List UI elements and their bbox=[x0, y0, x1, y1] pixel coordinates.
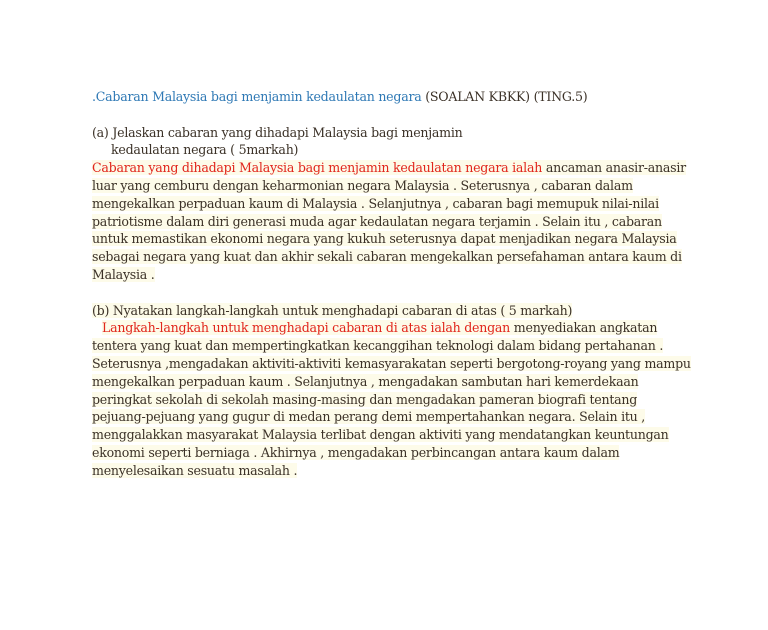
question-b-line-1: (b) Nyatakan langkah-langkah untuk menghadapi cabaran di atas ( 5 markah) bbox=[92, 302, 573, 318]
answer-b-line: ekonomi seperti berniaga . Akhirnya , mengadakan perbincangan antara kaum dalam bbox=[92, 444, 620, 460]
question-a-line-2: kedaulatan negara ( 5markah) bbox=[111, 142, 299, 158]
answer-b-line: menggalakkan masyarakat Malaysia terlibat dengan aktiviti yang mendatangkan keuntungan bbox=[92, 427, 669, 443]
answer-b-line-1 bbox=[92, 319, 682, 337]
answer-b-line: tentera yang kuat dan mempertingkatkan kecanggihan teknologi dalam bidang pertahanan . bbox=[92, 338, 664, 354]
spacer bbox=[92, 284, 682, 302]
answer-a-lead-rest: ancaman anasir-anasir bbox=[542, 160, 686, 176]
answer-a-lead-red: Cabaran yang dihadapi Malaysia bagi menjamin kedaulatan negara ialah bbox=[92, 160, 543, 176]
title-blue-text: .Cabaran Malaysia bagi menjamin kedaulatan negara bbox=[92, 89, 422, 104]
document-title bbox=[92, 88, 682, 106]
answer-a-line: Malaysia . bbox=[92, 266, 155, 282]
answer-b-line: menyelesaikan sesuatu masalah . bbox=[92, 462, 298, 478]
answer-b-line: mengekalkan perpaduan kaum . Selanjutnya , mengadakan sambutan hari kemerdekaan bbox=[92, 373, 639, 389]
answer-a-line: luar yang cemburu dengan keharmonian negara Malaysia . Seterusnya , cabaran dalam bbox=[92, 177, 633, 193]
answer-b-lead-rest: menyediakan angkatan bbox=[510, 320, 658, 336]
spacer bbox=[92, 106, 682, 124]
answer-b-line: pejuang-pejuang yang gugur di medan perang demi mempertahankan negara. Selain itu , bbox=[92, 409, 646, 425]
answer-b-lead-red: Langkah-langkah untuk menghadapi cabaran di atas ialah dengan bbox=[102, 320, 511, 336]
answer-b-line: Seterusnya ,mengadakan aktiviti-aktiviti kemasyarakatan seperti bergotong-royang yang mampu bbox=[92, 355, 691, 371]
title-rest-text: (SOALAN KBKK) (TING.5) bbox=[421, 89, 588, 104]
answer-a-line: sebagai negara yang kuat dan akhir sekali cabaran mengekalkan persefahaman antara kaum di bbox=[92, 249, 682, 265]
document-page bbox=[92, 88, 691, 480]
answer-a-line: untuk memastikan ekonomi negara yang kukuh seterusnya dapat menjadikan negara Malaysia bbox=[92, 231, 677, 247]
answer-b-line: peringkat sekolah di sekolah masing-masing dan mengadakan pameran biografi tentang bbox=[92, 391, 638, 407]
answer-a-line-1 bbox=[92, 159, 686, 177]
answer-a-line: mengekalkan perpaduan kaum di Malaysia . Selanjutnya , cabaran bagi memupuk nilai-nilai bbox=[92, 195, 659, 211]
answer-a-line: patriotisme dalam diri generasi muda agar kedaulatan negara terjamin . Selain itu , cabaran bbox=[92, 213, 662, 229]
question-a-line-1: (a) Jelaskan cabaran yang dihadapi Malaysia bagi menjamin bbox=[92, 124, 463, 140]
